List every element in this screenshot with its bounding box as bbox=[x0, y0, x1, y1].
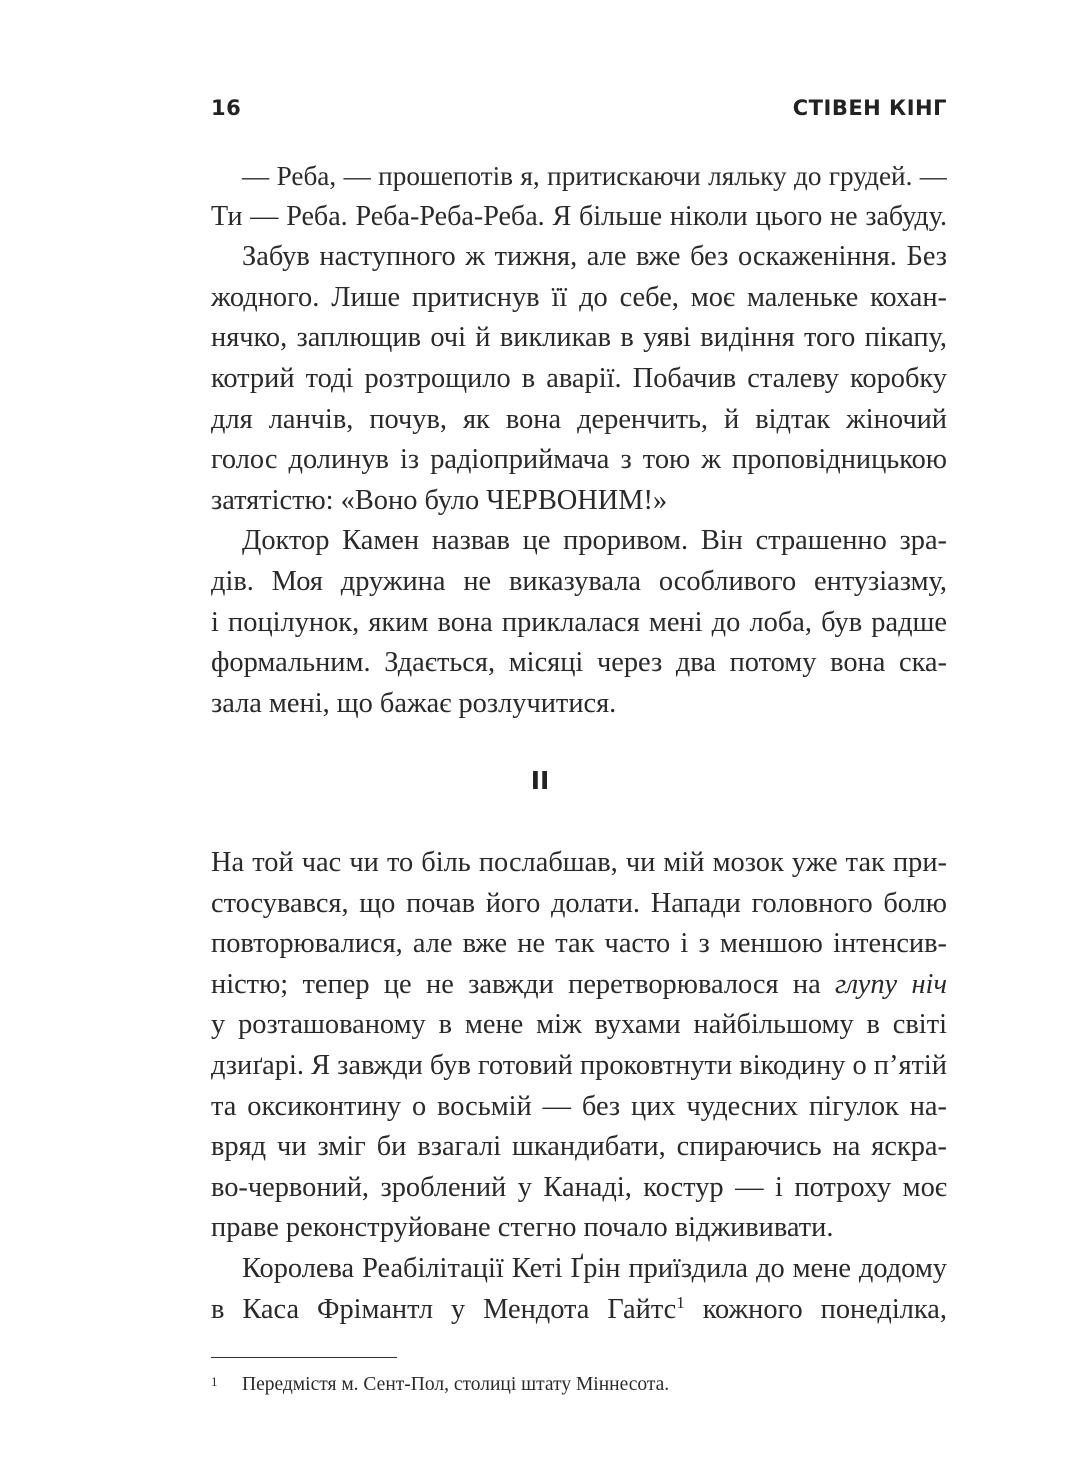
text-line: повторювалися, але вже не так часто і з меншою інтенсив- bbox=[211, 928, 947, 960]
footnote-reference: 1 bbox=[676, 1292, 685, 1312]
text-line: дів. Моя дружина не виказувала особливого ентузіазму, bbox=[211, 565, 947, 597]
section-one-text bbox=[211, 156, 947, 724]
text-line: котрий тоді розтрощило в аварії. Побачив сталеву коробку bbox=[211, 362, 947, 394]
text-line: Доктор Камен назвав це проривом. Він страшенно зра- bbox=[242, 525, 947, 557]
text-line: праве реконструйоване стегно почало віджививати. bbox=[211, 1212, 834, 1244]
running-head bbox=[211, 96, 947, 126]
text-line: На той час чи то біль послабшав, чи мій мозок уже так при- bbox=[211, 847, 947, 878]
footnote-mark: 1 bbox=[211, 1374, 218, 1389]
text-line: нячко, заплющив очі й викликав в уяві видіння того пікапу, bbox=[211, 322, 947, 354]
text-line: — Реба, — прошепотів я, притискаючи ляльку до грудей. — bbox=[242, 161, 947, 191]
text-line: жодного. Лише притиснув її до себе, моє маленьке кохан- bbox=[211, 281, 947, 313]
italic-phrase: глупу ніч bbox=[835, 968, 947, 1000]
text-line: дзиґарі. Я завжди був готовий проковтнути вікодину о п’ятій bbox=[211, 1049, 947, 1081]
section-number: II bbox=[530, 766, 550, 795]
text-line: в Каса Фрімантл у Мендота Гайтс$^1$ кожного понеділка, bbox=[211, 1292, 947, 1325]
text-line: і поцілунок, яким вона приклалася мені до лоба, був радше bbox=[211, 606, 947, 638]
footnote-text: Передмістя м. Сент-Пол, столиці штату Міннесота. bbox=[242, 1374, 670, 1395]
section-two-text bbox=[211, 843, 947, 1330]
text-line: зала мені, що бажає розлучитися. bbox=[211, 687, 617, 719]
text-line: для ланчів, почув, як вона деренчить, й відтак жіночий bbox=[211, 403, 947, 435]
text-line: голос долинув із радіоприймача з тою ж проповідницькою bbox=[211, 444, 947, 476]
footnote-divider bbox=[211, 1357, 397, 1358]
text-line: формальним. Здається, місяці через два потому вона ска- bbox=[211, 647, 947, 679]
page-number: 16 bbox=[211, 96, 242, 120]
text-line: ністю; тепер це не завжди перетворювалося на глупу ніч bbox=[211, 968, 947, 1000]
text-line: Королева Реабілітації Кеті Ґрін приїздила до мене додому bbox=[242, 1252, 947, 1284]
text-line: у розташованому в мене між вухами найбільшому в світі bbox=[211, 1009, 947, 1041]
text-line: во-червоний, зроблений у Канаді, костур — і потроху моє bbox=[211, 1171, 947, 1203]
text-line: Забув наступного ж тижня, але вже без оскаженіння. Без bbox=[242, 241, 947, 273]
author-name: СТІВЕН КІНГ bbox=[792, 96, 947, 120]
text-line: вряд чи зміг би взагалі шкандибати, спираючись на яскра- bbox=[211, 1131, 947, 1163]
text-line: Ти — Реба. Реба-Реба-Реба. Я більше ніколи цього не забуду. bbox=[211, 200, 947, 232]
text-line: та оксиконтину о восьмій — без цих чудесних пігулок на- bbox=[211, 1090, 947, 1122]
text-line: стосувався, що почав його долати. Напади головного болю bbox=[211, 887, 947, 919]
text-line: затятістю: «Воно було ЧЕРВОНИМ!» bbox=[211, 484, 668, 516]
